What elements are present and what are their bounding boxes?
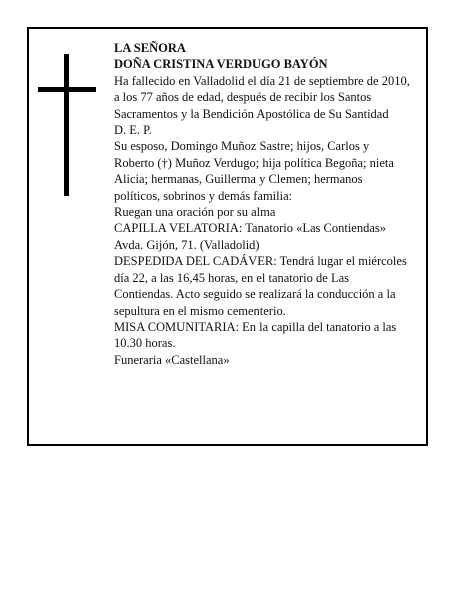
obituary-text [114, 40, 410, 368]
title-line-1: LA SEÑORA [114, 41, 186, 55]
deceased-name: DOÑA CRISTINA VERDUGO BAYÓN [114, 57, 328, 72]
rip-text: D. E. P. [114, 123, 152, 138]
cross-vertical-bar [64, 54, 69, 196]
chapel-info: CAPILLA VELATORIA: Tanatorio «Las Contiendas» Avda. Gijón, 71. (Valladolid) [114, 221, 387, 252]
mass-info: MISA COMUNITARIA: En la capilla del tanatorio a las 10.30 horas. [114, 319, 397, 351]
farewell-info: DESPEDIDA DEL CADÁVER: Tendrá lugar el miércoles día 22, a las 16,45 horas, en el tanatorio de Las Contiendas. Acto seguido se realizará la conducción a la sepultura en el mismo cementerio. [114, 254, 407, 318]
cross-horizontal-bar [38, 87, 96, 92]
prayer-request: Ruegan una oración por su alma [114, 205, 276, 220]
death-announcement: Ha fallecido en Valladolid el día 21 de septiembre de 2010, a los 77 años de edad, después de recibir los Santos Sacramentos y la Bendición Apostólica de Su Santidad [114, 73, 410, 121]
funeral-home: Funeraria «Castellana» [114, 352, 230, 367]
family-list: Su esposo, Domingo Muñoz Sastre; hijos, Carlos y Roberto (†) Muñoz Verdugo; hija política Begoña; nieta Alicia; hermanas, Guillerma y Clemen; hermanos políticos, sobrinos y demás familia: [114, 139, 394, 203]
